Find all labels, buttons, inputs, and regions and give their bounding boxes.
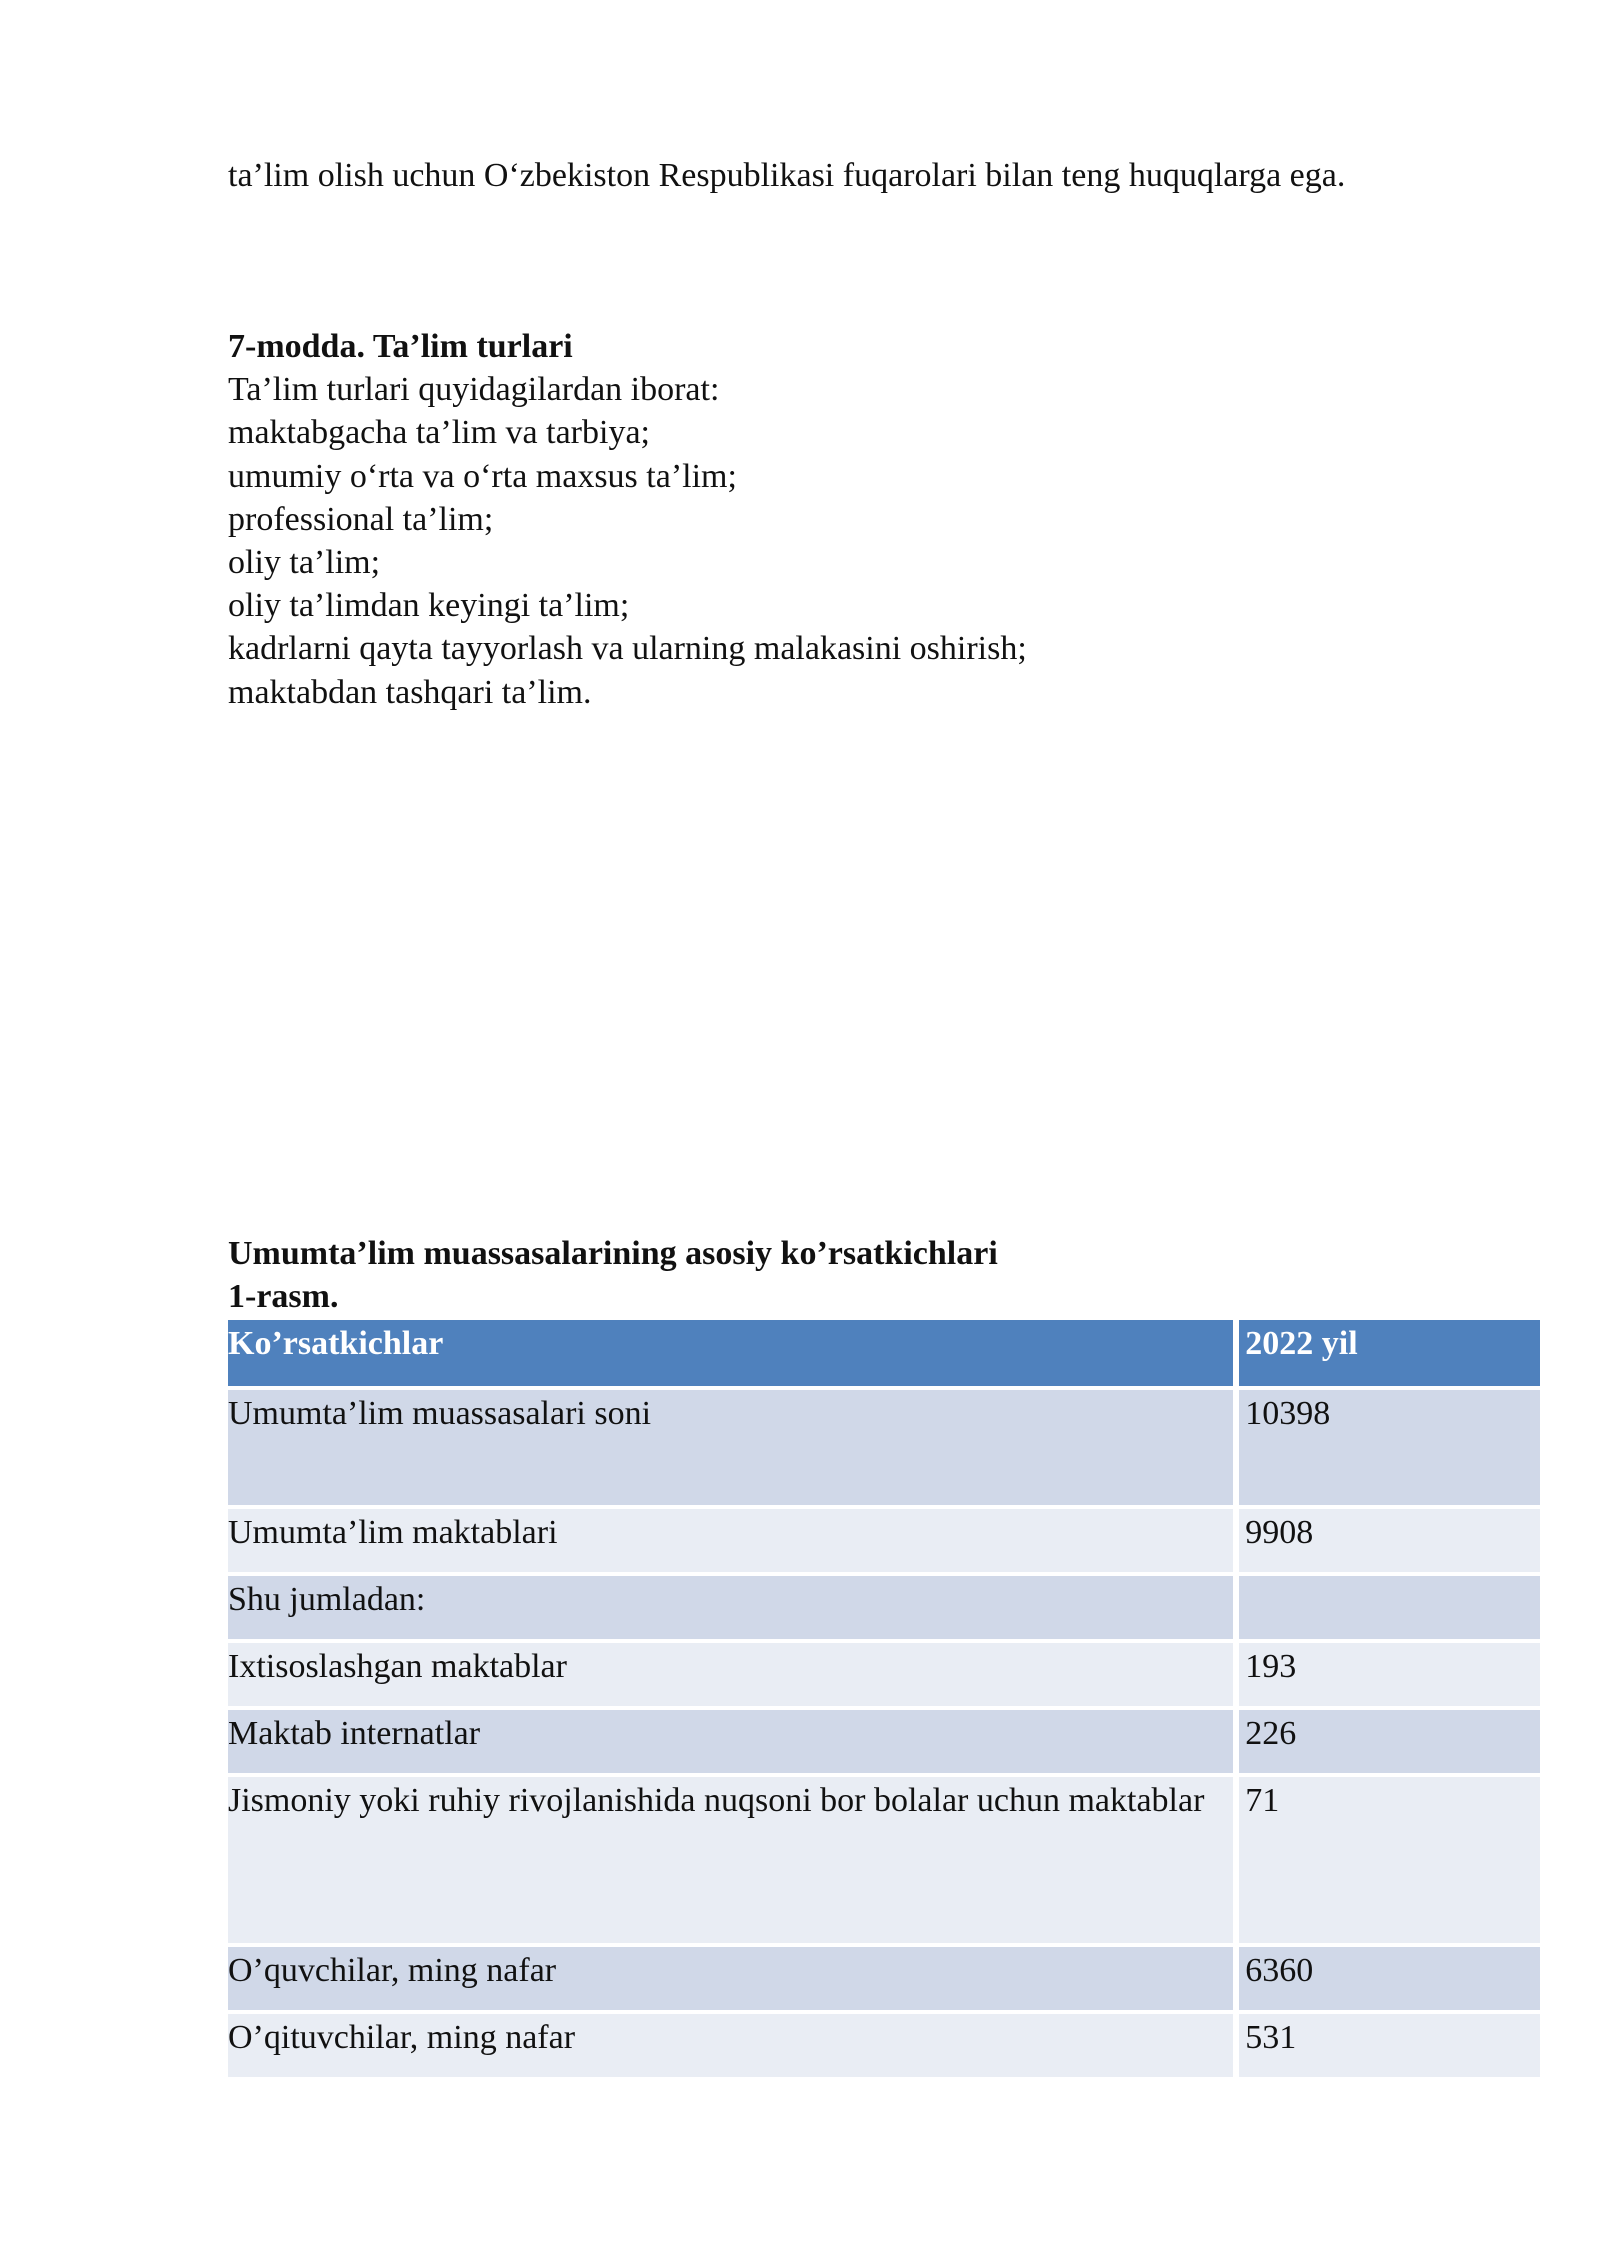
article-item: maktabdan tashqari ta’lim. [228,673,592,711]
table-header-row [228,1320,1540,1390]
table-row [228,1643,1540,1710]
value-cell: 9908 [1239,1509,1540,1576]
indicator-cell: Shu jumladan: [228,1576,1239,1643]
indicator-cell: Umumta’lim muassasalari soni [228,1390,1239,1509]
table-row [228,1576,1540,1643]
indicator-cell: Umumta’lim maktablari [228,1509,1239,1576]
column-header-year: 2022 yil [1239,1320,1540,1390]
intro-paragraph: ta’lim olish uchun O‘zbekiston Respublikasi fuqarolari bilan teng huquqlarga ega. [228,157,1346,194]
table-row [228,1710,1540,1777]
article-item: oliy ta’limdan keyingi ta’lim; [228,587,630,625]
indicator-cell: Jismoniy yoki ruhiy rivojlanishida nuqsoni bor bolalar uchun maktablar [228,1777,1239,1947]
value-cell: 71 [1239,1777,1540,1947]
article-item: oliy ta’lim; [228,544,381,582]
table-title: Umumta’lim muassasalarining asosiy ko’rsatkichlari [228,1235,998,1272]
table-row [228,2014,1540,2081]
value-cell: 531 [1239,2014,1540,2081]
article-item: umumiy o‘rta va o‘rta maxsus ta’lim; [228,457,737,495]
value-cell: 193 [1239,1643,1540,1710]
indicator-cell: O’quvchilar, ming nafar [228,1947,1239,2014]
value-cell [1239,1576,1540,1643]
value-cell: 226 [1239,1710,1540,1777]
indicator-cell: Ixtisoslashgan maktablar [228,1643,1239,1710]
figure-label: 1-rasm. [228,1278,339,1315]
value-cell: 10398 [1239,1390,1540,1509]
indicator-cell: O’qituvchilar, ming nafar [228,2014,1239,2081]
value-cell: 6360 [1239,1947,1540,2014]
article-item: professional ta’lim; [228,500,494,538]
column-header-indicators: Ko’rsatkichlar [228,1320,1239,1390]
indicator-cell: Maktab internatlar [228,1710,1239,1777]
article-heading: 7-modda. Ta’lim turlari [228,328,573,365]
table-row [228,1509,1540,1576]
table-row [228,1947,1540,2014]
article-lead: Ta’lim turlari quyidagilardan iborat: [228,371,720,409]
table-caption [228,1232,998,1318]
table-row [228,1390,1540,1509]
article-item: kadrlarni qayta tayyorlash va ularning malakasini oshirish; [228,630,1027,668]
article-section [228,325,1027,714]
statistics-table [228,1320,1540,2081]
table-row [228,1777,1540,1947]
article-item: maktabgacha ta’lim va tarbiya; [228,414,650,452]
